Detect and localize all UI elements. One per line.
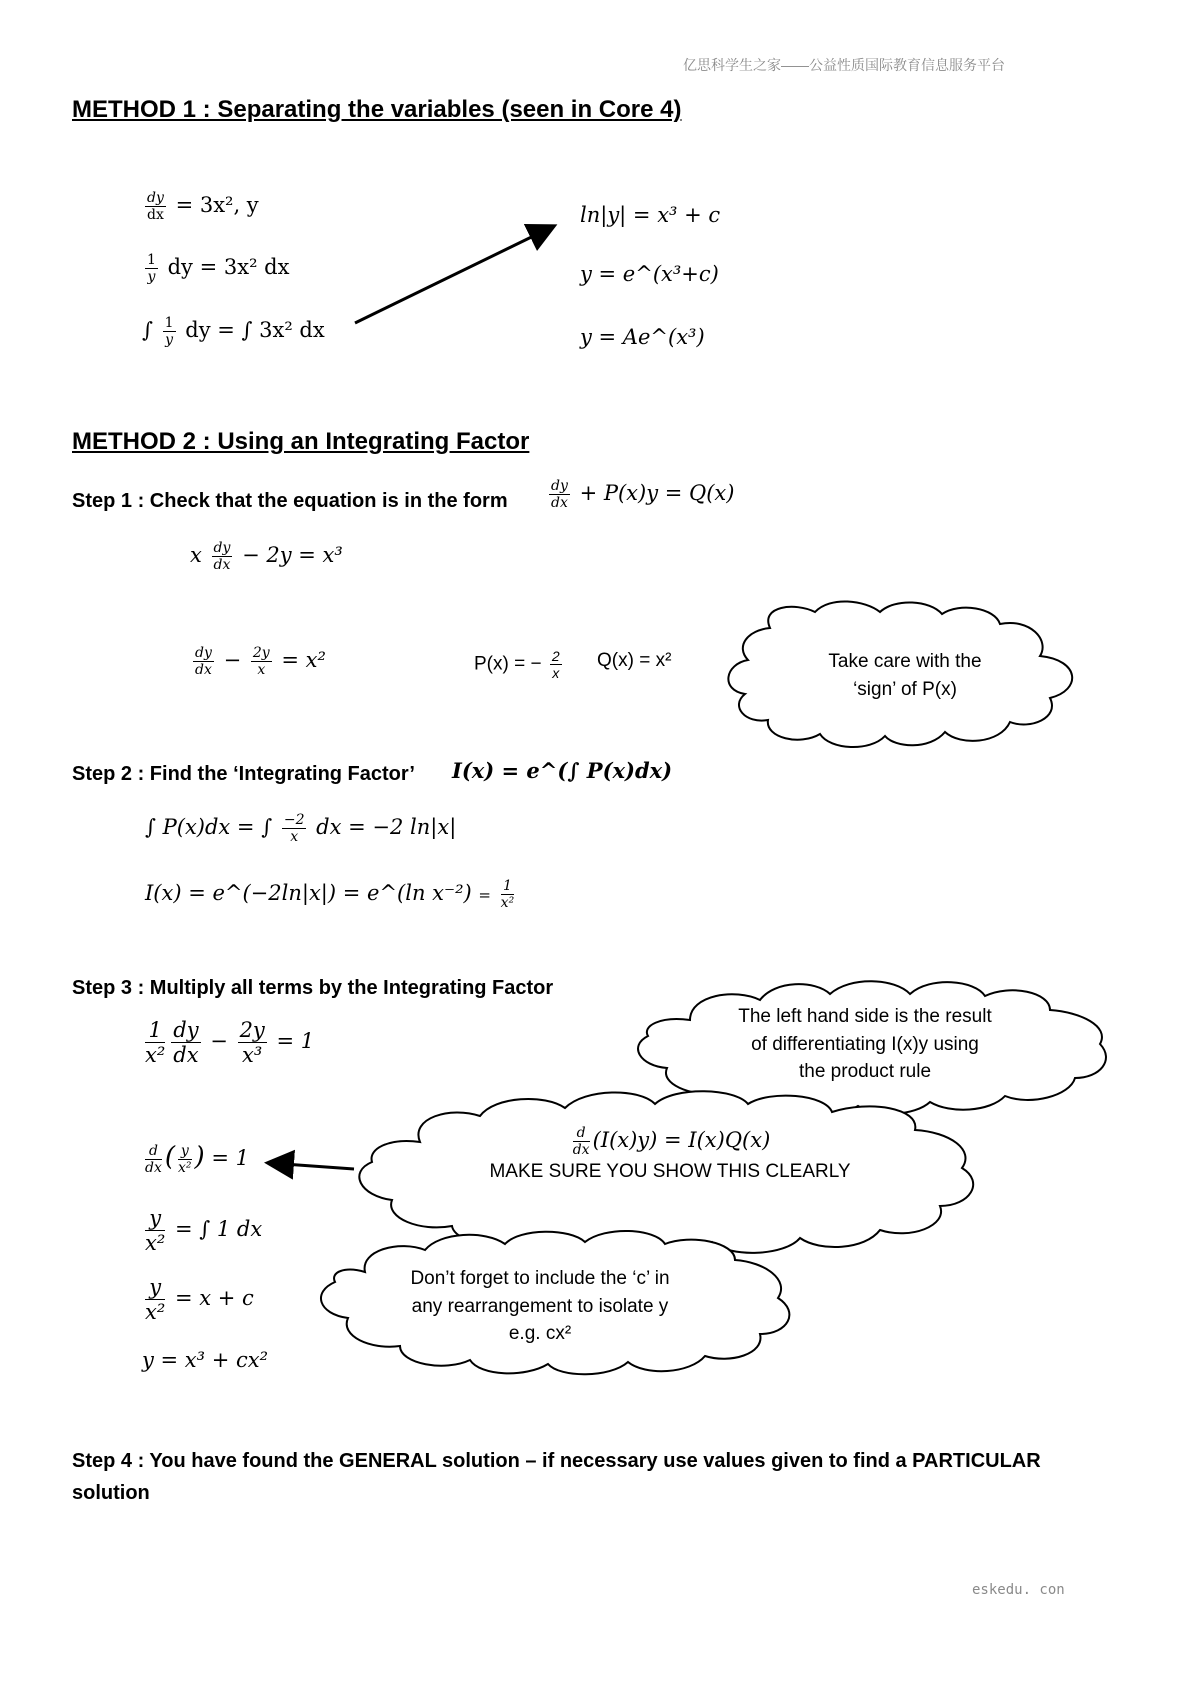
eq-rhs: = 3x², y [175, 193, 259, 218]
cloud-formula: $\frac{d}{dx}$ (I(x)y) = I(x)Q(x) [572, 1125, 771, 1159]
fraction: $\frac{y}{\text{x²}}$ [145, 1275, 166, 1325]
fraction: $\frac{1}{\text{x²}}$ [500, 878, 515, 912]
step1-standard-form [546, 478, 734, 511]
fraction: $\frac{dy}{dx}$ [147, 190, 164, 224]
method2-heading: METHOD 2 : Using an Integrating Factor [72, 428, 530, 455]
cloud-make-sure-text: $\frac{d}{dx}$ (I(x)y) = I(x)Q(x) MAKE SURE YOU SHOW THIS CLEARLY [480, 1125, 860, 1186]
fraction: $\frac{-2}{x}$ [283, 812, 305, 846]
method1-eq-line2 [142, 252, 289, 285]
method1-result-line3: y = Ae^(x³) [580, 325, 705, 349]
step2-label: Step 2 : Find the ‘Integrating Factor’ [72, 763, 415, 785]
fraction: $\frac{2y}{\text{x³}}$ [239, 1018, 265, 1068]
step2-eq1: ∫ P(x)dx = ∫ $\frac{-2}{x}$ dx = −2 ln|x| [145, 812, 457, 846]
method1-arrow [355, 227, 552, 323]
cloud-include-c-text: Don’t forget to include the ‘c’ in any rearrangement to isolate y e.g. cx² [410, 1268, 670, 1345]
fraction: $\frac{dy}{dx}$ [195, 645, 212, 679]
method1-result-line1: ln|y| = x³ + c [580, 203, 721, 227]
integral-sign: ∫ [142, 318, 153, 343]
method1-eq-line3 [142, 315, 325, 348]
footer-domain: eskedu. con [972, 1582, 1065, 1598]
fraction: $\frac{1}{y}$ [147, 252, 156, 286]
method1-eq-line1 [142, 190, 259, 223]
fraction: $\frac{2}{x}$ [551, 648, 560, 682]
fraction: $\frac{dy}{dx}$ [213, 540, 231, 574]
step1-label: Step 1 : Check that the equation is in the form [72, 490, 508, 512]
header-site-name: 亿思科学生之家——公益性质国际教育信息服务平台 [683, 57, 1005, 73]
fraction: $\frac{dy}{dx}$ [173, 1018, 199, 1068]
qx-value: Q(x) = x² [597, 650, 672, 671]
step3-label: Step 3 : Multiply all terms by the Integrating Factor [72, 977, 554, 999]
fraction: $\frac{d}{dx}$ [572, 1125, 590, 1159]
step3-eq5: y = x³ + cx² [142, 1348, 269, 1372]
step4-text: Step 4 : You have found the GENERAL solution – if necessary use values given to find a PARTICULAR solution [72, 1450, 1041, 1504]
step2-eq2: I(x) = e^(−2ln|x|) = e^(ln x⁻²) = $\frac{1}{\text{x²}}$ [145, 878, 515, 912]
eq-rhs: dy = 3x² dx [167, 255, 290, 280]
step1-eq2: $\frac{dy}{dx}$ − $\frac{2y}{x}$ = x² [195, 645, 326, 679]
step3-arrow [270, 1163, 354, 1169]
px-value: P(x) = − $\frac{2}{x}$ [474, 648, 560, 682]
step3-eq4: $\frac{y}{\text{x²}}$ = x + c [145, 1275, 254, 1325]
fraction: $\frac{y}{\text{x²}}$ [145, 1206, 166, 1256]
step3-eq1: $\frac{1}{\text{x²}}$ $\frac{dy}{dx}$ − $\frac{2y}{\text{x³}}$ = 1 [145, 1018, 315, 1068]
cloud-sign-text: Take care with the ‘sign’ of P(x) [828, 651, 982, 700]
fraction: $\frac{d}{dx}$ [145, 1142, 162, 1176]
step3-eq3: $\frac{y}{\text{x²}}$ = ∫ 1 dx [145, 1206, 263, 1256]
step1-eq1: x $\frac{dy}{dx}$ − 2y = x³ [190, 540, 343, 574]
fraction: $\frac{1}{\text{x²}}$ [145, 1018, 166, 1068]
fraction: $\frac{dy}{dx}$ [551, 478, 568, 512]
fraction: $\frac{2y}{x}$ [252, 645, 270, 679]
method1-result-line2: y = e^(x³+c) [580, 262, 719, 286]
integrating-factor-formula: I(x) = e^(∫ P(x)dx) [452, 758, 673, 783]
fraction: $\frac{1}{y}$ [164, 315, 174, 349]
fraction: $\frac{y}{\text{x²}}$ [178, 1142, 192, 1176]
eq-rhs: dy = ∫ 3x² dx [185, 318, 325, 343]
cloud-product-rule-text: The left hand side is the result of differentiating I(x)y using the product rule [738, 1006, 992, 1083]
step3-eq2: $\frac{d}{dx}$ ( $\frac{y}{\text{x²}}$ ) = 1 [145, 1142, 250, 1176]
form-rhs: + P(x)y = Q(x) [579, 481, 735, 506]
method1-heading: METHOD 1 : Separating the variables (seen in Core 4) [72, 96, 682, 123]
